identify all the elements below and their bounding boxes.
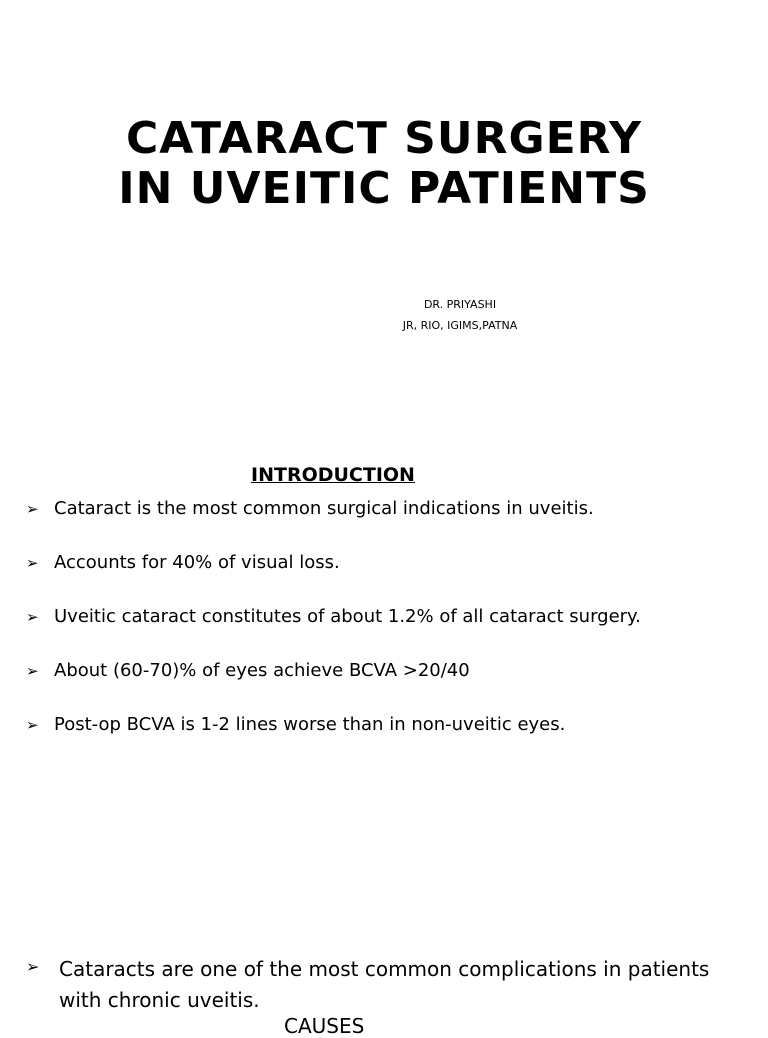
introduction-heading: INTRODUCTION [251, 464, 415, 486]
title-line-1: CATARACT SURGERY [126, 113, 642, 164]
bullet-text: Cataract is the most common surgical indications in uveitis. [54, 498, 594, 519]
arrowhead-bullet-icon: ➢ [26, 554, 39, 572]
author-block [360, 294, 560, 336]
list-item [26, 494, 746, 548]
bullet-text: Uveitic cataract constitutes of about 1.2% of all cataract surgery. [54, 606, 641, 627]
arrowhead-bullet-icon: ➢ [26, 608, 39, 626]
list-item [26, 656, 746, 710]
arrowhead-bullet-icon: ➢ [26, 716, 39, 734]
bullet-text: Post-op BCVA is 1-2 lines worse than in non-uveitic eyes. [54, 714, 566, 735]
presentation-title [0, 114, 768, 214]
list-item [26, 954, 746, 1016]
author-affiliation: JR, RIO, IGIMS,PATNA [402, 319, 518, 332]
bullet-text: Cataracts are one of the most common complications in patients with chronic uveitis. [59, 957, 710, 1012]
bullet-text: About (60-70)% of eyes achieve BCVA >20/40 [54, 660, 470, 681]
bullet-text: Accounts for 40% of visual loss. [54, 552, 340, 573]
list-item [26, 602, 746, 656]
arrowhead-bullet-icon: ➢ [26, 957, 40, 976]
list-item [26, 548, 746, 602]
slide3-bullet-list [26, 954, 746, 1016]
causes-heading-partial: CAUSES [284, 1014, 365, 1038]
arrowhead-bullet-icon: ➢ [26, 662, 39, 680]
title-line-2: IN UVEITIC PATIENTS [118, 163, 650, 214]
author-name: DR. PRIYASHI [423, 298, 497, 311]
arrowhead-bullet-icon: ➢ [26, 500, 39, 518]
list-item [26, 710, 746, 764]
introduction-bullet-list [26, 494, 746, 764]
